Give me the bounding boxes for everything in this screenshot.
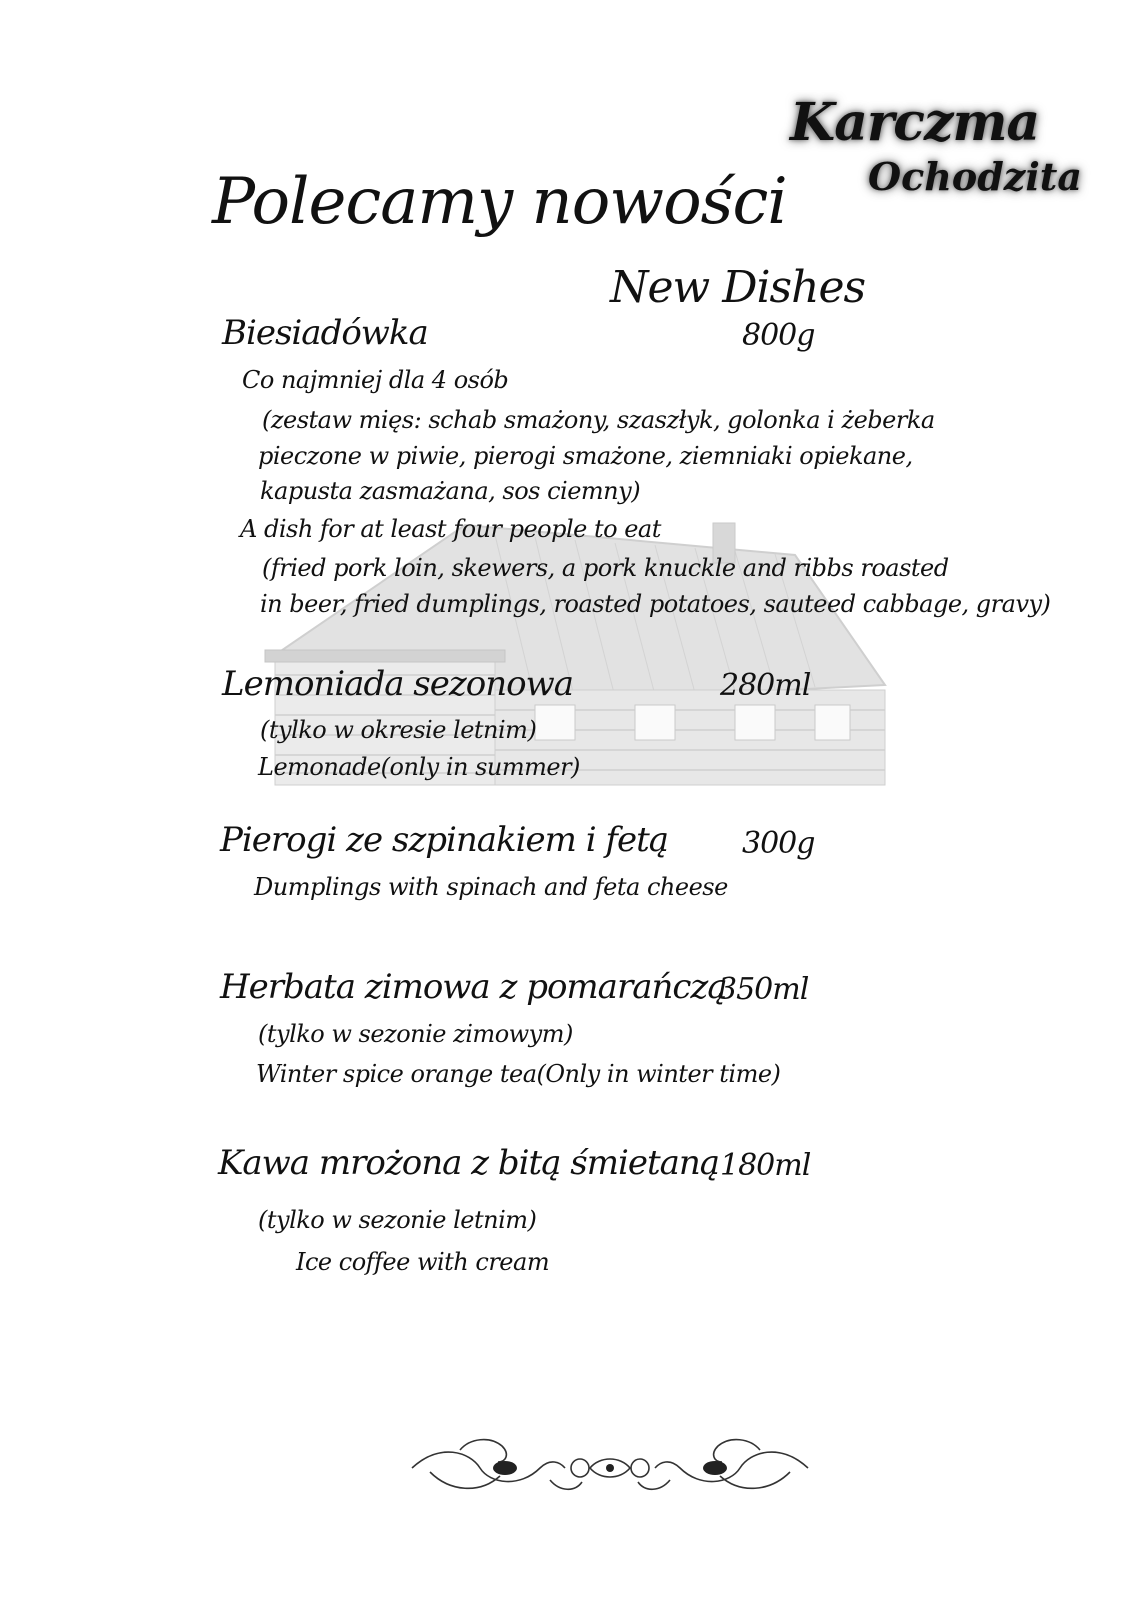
dish-description-line: (tylko w sezonie letnim) bbox=[258, 1206, 537, 1234]
dish-description-line: Co najmniej dla 4 osób bbox=[242, 366, 509, 394]
dish-description-line: Lemonade(only in summer) bbox=[258, 753, 580, 781]
dish-description-line: A dish for at least four people to eat bbox=[240, 515, 661, 543]
dish-description-line: Ice coffee with cream bbox=[296, 1248, 550, 1276]
dish-quantity: 280ml bbox=[720, 668, 811, 703]
dish-quantity: 180ml bbox=[720, 1148, 811, 1183]
decorative-ornament bbox=[410, 1432, 810, 1504]
dish-description-line: (zestaw mięs: schab smażony, szaszłyk, golonka i żeberka bbox=[262, 406, 935, 434]
logo-line-2: Ochodzita bbox=[868, 154, 1082, 199]
logo-line-1: Karczma bbox=[790, 92, 1040, 153]
dish-description-line: Winter spice orange tea(Only in winter time) bbox=[256, 1060, 781, 1088]
dish-name: Lemoniada sezonowa bbox=[222, 664, 573, 704]
dish-name: Biesiadówka bbox=[222, 313, 428, 353]
restaurant-logo bbox=[790, 92, 1090, 232]
dish-description-line: (tylko w okresie letnim) bbox=[260, 716, 537, 744]
dish-quantity: 800g bbox=[742, 318, 815, 353]
dish-name: Kawa mrożona z bitą śmietaną bbox=[218, 1143, 720, 1183]
dish-description-line: (tylko w sezonie zimowym) bbox=[258, 1020, 573, 1048]
dish-description-line: (fried pork loin, skewers, a pork knuckle and ribbs roasted bbox=[262, 554, 949, 582]
dish-quantity: 300g bbox=[742, 826, 815, 861]
dish-description-line: Dumplings with spinach and feta cheese bbox=[254, 873, 728, 901]
dish-name: Pierogi ze szpinakiem i fetą bbox=[220, 820, 669, 860]
page-title-polish: Polecamy nowości bbox=[212, 165, 787, 239]
dish-quantity: 350ml bbox=[718, 972, 809, 1007]
dish-name: Herbata zimowa z pomarańczą bbox=[220, 967, 727, 1007]
dish-description-line: in beer, fried dumplings, roasted potatoes, sauteed cabbage, gravy) bbox=[260, 590, 1051, 618]
dish-description-line: kapusta zasmażana, sos ciemny) bbox=[260, 477, 641, 505]
page-title-english: New Dishes bbox=[610, 262, 866, 313]
dish-description-line: pieczone w piwie, pierogi smażone, ziemniaki opiekane, bbox=[258, 442, 913, 470]
